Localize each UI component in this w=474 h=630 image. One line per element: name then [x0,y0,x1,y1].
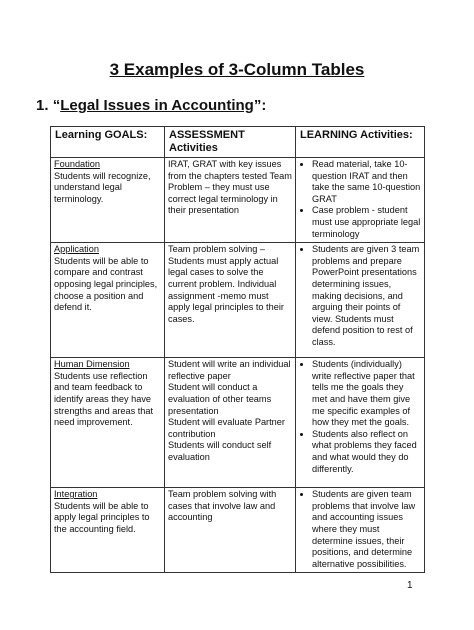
activities-cell [296,358,425,488]
assessment-text: IRAT, GRAT with key issues from the chapters tested Team Problem – they must use correct legal terminology in their presentation [168,159,292,216]
activity-item: • Students (individually) write reflective paper that tells me the goals they met and have them give me specific examples of how they met the goals. [312,359,421,429]
activities-cell [296,158,425,243]
activity-item: • Read material, take 10-question IRAT and then take the same 10-question GRAT [312,159,421,205]
section-heading [36,97,266,114]
assessment-cell [165,158,296,243]
goal-cell [51,358,165,488]
category-label: Foundation [54,159,100,169]
section-close-quote: ”: [253,97,267,114]
header-learning-goals: Learning GOALS: [51,127,165,158]
assessment-cell [165,358,296,488]
assessment-text: Student will conduct a evaluation of other teams presentation [168,382,272,416]
goal-text: Students will be able to apply legal principles to the accounting field. [54,500,150,534]
header-assessment-activities: ASSESSMENT Activities [165,127,296,158]
goal-cell [51,243,165,358]
assessment-cell [165,243,296,358]
category-label: Human Dimension [54,359,130,370]
assessment-cell [165,488,296,573]
assessment-text: Students will conduct self evaluation [168,440,272,462]
goal-text: Students use reflection and team feedback to identify areas they have strengths and areas that need improvement. [54,370,154,428]
goal-cell [51,158,165,243]
table-header-row [51,127,425,158]
category-label: Integration [54,489,98,500]
category-label: Application [54,244,99,255]
table-row [51,358,425,488]
header-learning-activities: LEARNING Activities: [296,127,425,158]
goal-text: Students will recognize, understand legal terminology. [54,170,151,204]
section-title: Legal Issues in Accounting [60,97,254,114]
assessment-text: Student will write an individual reflective paper [168,359,291,381]
table-row [51,158,425,243]
table-row [51,243,425,358]
assessment-text: Student will evaluate Partner contribution [168,417,285,439]
activity-item: • Students are given 3 team problems and prepare PowerPoint presentations determining issues, making decisions, and arguing their points of view. Students must defend position to rest of class. [312,244,421,348]
activity-item: • Case problem - student must use appropriate legal terminology [312,205,421,240]
page-number: 1 [407,580,413,591]
assessment-text: Team problem solving with cases that involve law and accounting [168,489,277,523]
table-row [51,488,425,573]
section-open-quote: “ [52,97,61,114]
goal-cell [51,488,165,573]
activity-item: • Students are given team problems that involve law and accounting issues where they must determine issues, their positions, and determine alternative possibilities. [312,489,421,570]
goal-text: Students will be able to compare and contrast opposing legal principles, choose a position and defend it. [54,255,158,313]
activities-cell [296,488,425,573]
assessment-text: Team problem solving – Students must apply actual legal cases to solve the current problem. Individual assignment -memo must apply legal principles to their cases. [168,244,284,324]
activities-cell [296,243,425,358]
page-title: 3 Examples of 3-Column Tables [109,60,365,79]
activity-item: • Students also reflect on what problems they faced and what would they do differently. [312,429,421,475]
three-column-table [50,126,425,573]
section-number: 1. [36,97,49,114]
